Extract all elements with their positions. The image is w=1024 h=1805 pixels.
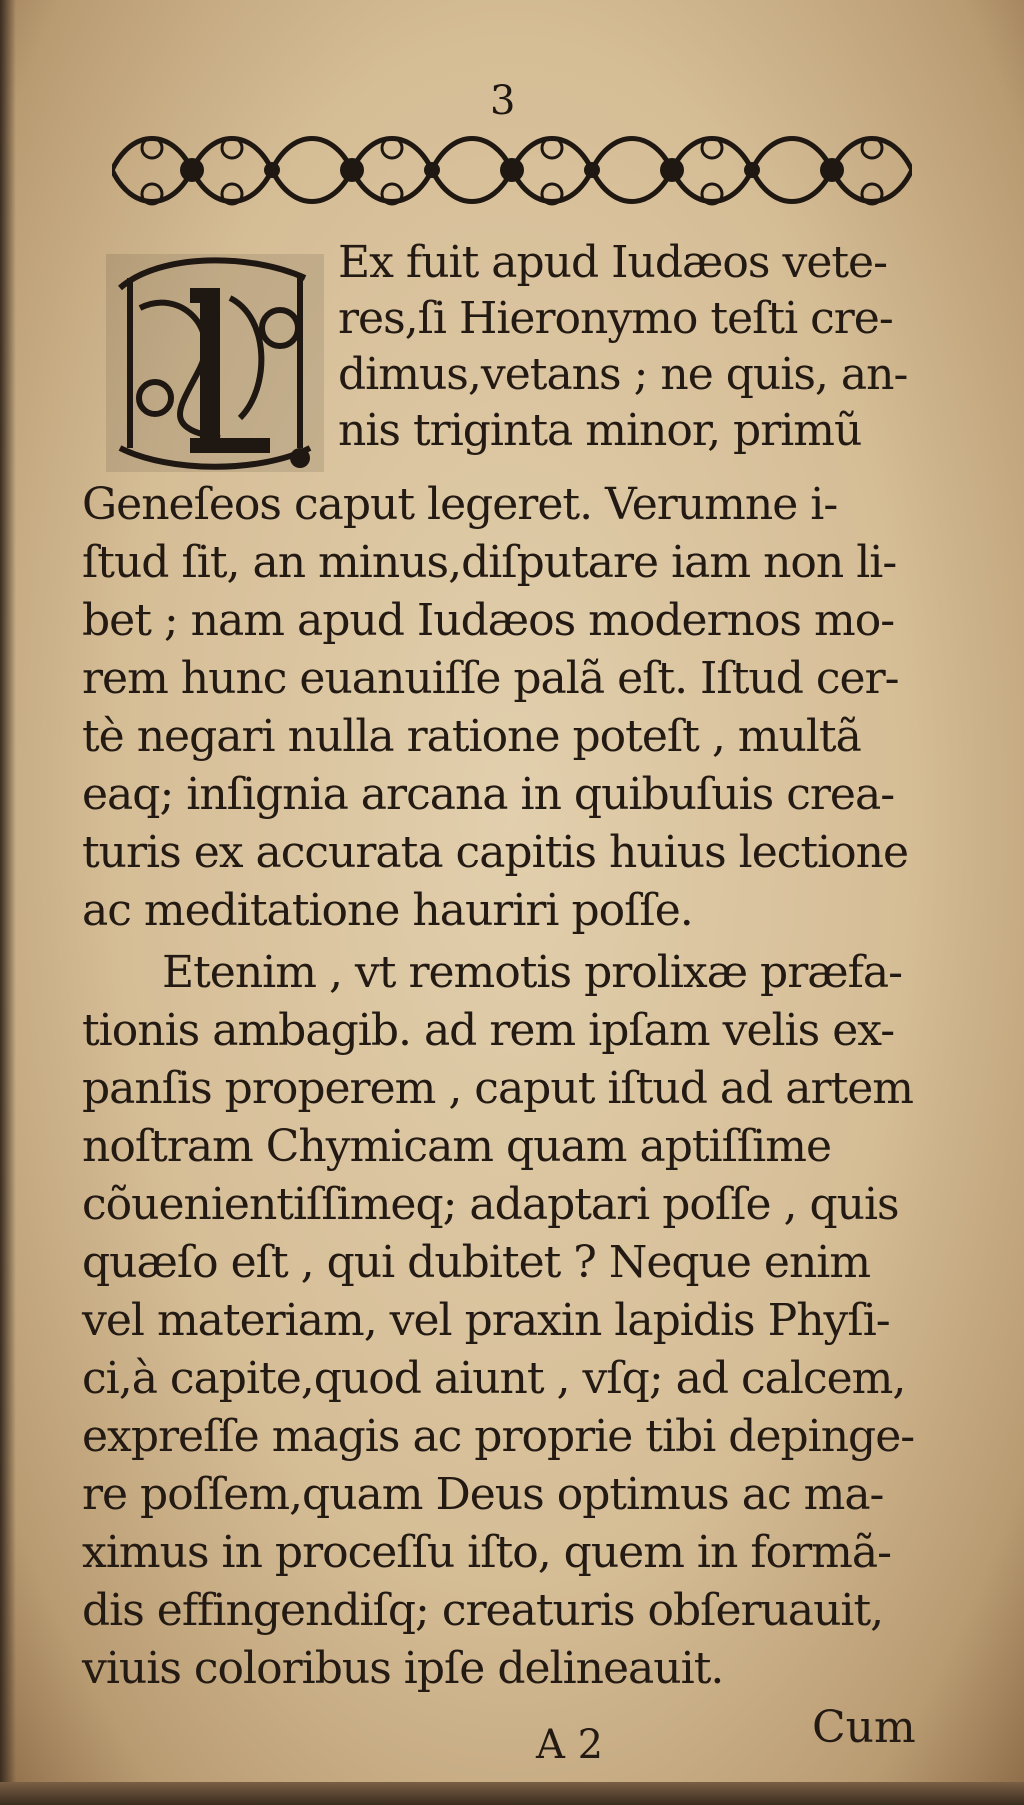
text-line: viuis coloribus ipſe delineauit. — [82, 1643, 724, 1694]
signature-mark: A 2 — [536, 1722, 604, 1768]
page-bottom-edge — [0, 1782, 1024, 1805]
catchword: Cum — [812, 1702, 916, 1753]
ornamental-headpiece — [112, 118, 912, 222]
text-line: res,ſi Hieronymo teſti cre- — [338, 293, 893, 344]
text-line: panſis properem , caput iſtud ad artem — [82, 1063, 913, 1114]
text-line: expreſſe magis ac proprie tibi depinge- — [82, 1411, 915, 1462]
text-line: dimus,vetans ; ne quis, an- — [338, 349, 908, 400]
page-gutter-shadow — [0, 0, 16, 1805]
text-line: Etenim , vt remotis prolixæ præfa- — [162, 947, 902, 998]
text-line: vel materiam, vel praxin lapidis Phyſi- — [82, 1295, 890, 1346]
text-line: Geneſeos caput legeret. Verumne i- — [82, 479, 838, 530]
text-line: Ex fuit apud Iudæos vete- — [338, 237, 887, 288]
text-line: cõuenientiſſimeq; adaptari poſſe , quis — [82, 1179, 899, 1230]
text-line: ci,à capite,quod aiunt , vſq; ad calcem, — [82, 1353, 906, 1404]
text-line: ac meditatione hauriri poſſe. — [82, 885, 693, 936]
text-line: nis triginta minor, primũ — [338, 405, 862, 456]
page-number: 3 — [490, 78, 516, 124]
text-line: ſtud ſit, an minus,diſputare iam non li- — [82, 537, 897, 588]
decorated-initial-letter — [100, 248, 330, 478]
text-line: re poſſem,quam Deus optimus ac ma- — [82, 1469, 884, 1520]
text-line: rem hunc euanuiſſe palã eſt. Iſtud cer- — [82, 653, 899, 704]
text-line: quæſo eſt , qui dubitet ? Neque enim — [82, 1237, 871, 1288]
text-line: tè negari nulla ratione poteſt , multã — [82, 711, 861, 762]
text-line: tionis ambagib. ad rem ipſam velis ex- — [82, 1005, 895, 1056]
text-line: bet ; nam apud Iudæos modernos mo- — [82, 595, 895, 646]
text-line: noſtram Chymicam quam aptiſſime — [82, 1121, 832, 1172]
text-line: dis effingendiſq; creaturis obſeruauit, — [82, 1585, 884, 1636]
text-line: ximus in proceſſu iſto, quem in formã- — [82, 1527, 891, 1578]
text-line: eaq; inſignia arcana in quibuſuis crea- — [82, 769, 895, 820]
text-line: turis ex accurata capitis huius lectione — [82, 827, 909, 878]
